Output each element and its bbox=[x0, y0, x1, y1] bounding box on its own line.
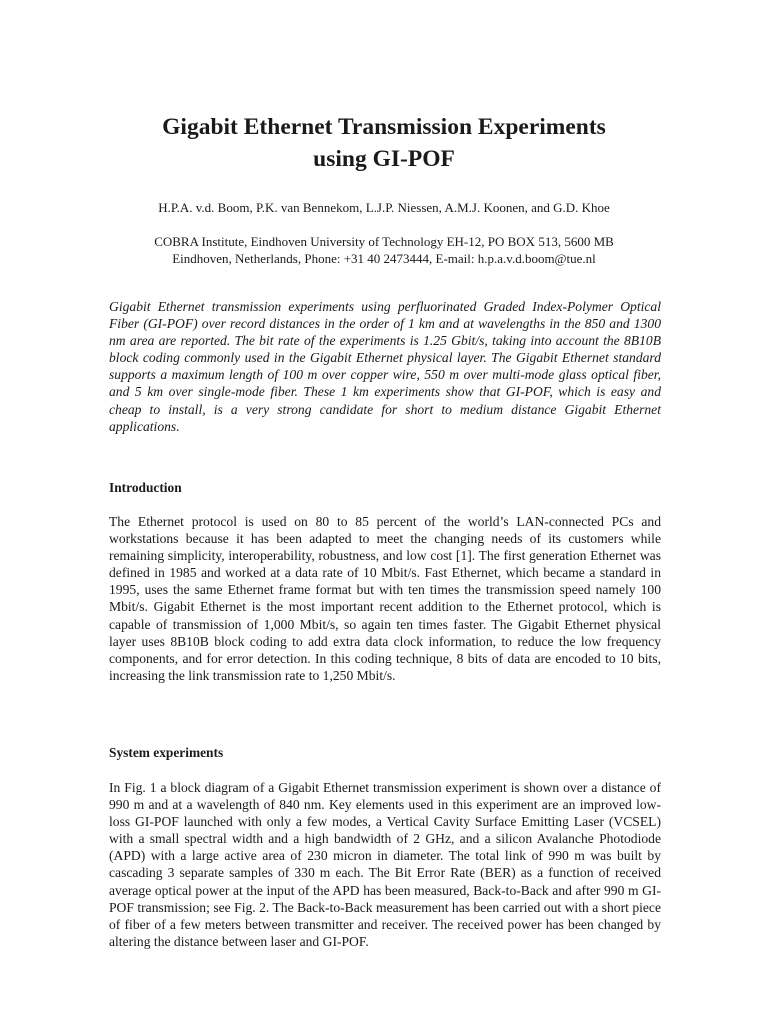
paper-title bbox=[60, 111, 708, 175]
affiliation bbox=[60, 233, 708, 267]
title-line-1: Gigabit Ethernet Transmission Experiments bbox=[162, 114, 606, 140]
section-heading-introduction: Introduction bbox=[109, 480, 182, 495]
affiliation-line-2: Eindhoven, Netherlands, Phone: +31 40 2473444, E-mail: h.p.a.v.d.boom@tue.nl bbox=[172, 251, 596, 266]
system-experiments-paragraph: In Fig. 1 a block diagram of a Gigabit Ethernet transmission experiment is shown over a distance of 990 m and at a wavelength of 840 nm. Key elements used in this experiment are an improved low-loss GI-POF launched with only a few modes, a Vertical Cavity Surface Emitting Laser (VCSEL) with a small spectral width and a high bandwidth of 2 GHz, and a silicon Avalanche Photodiode (APD) with a large active area of 230 micron in diameter. The total link of 990 m was built by cascading 3 separate samples of 330 m each. The Bit Error Rate (BER) as a function of received average optical power at the input of the APD has been measured, Back-to-Back and after 990 m GI-POF transmission; see Fig. 2. The Back-to-Back measurement has been carried out with a short piece of fiber of a few meters between transmitter and receiver. The received power has been changed by altering the distance between laser and GI-POF. bbox=[109, 780, 661, 949]
abstract: Gigabit Ethernet transmission experiments using perfluorinated Graded Index-Polymer Optical Fiber (GI-POF) over record distances in the order of 1 km and at wavelengths in the 850 and 1300 nm area are reported. The bit rate of the experiments is 1.25 Gbit/s, taking into account the 8B10B block coding commonly used in the Gigabit Ethernet physical layer. The Gigabit Ethernet standard supports a maximum length of 100 m over copper wire, 550 m over multi-mode glass optical fiber, and 5 km over single-mode fiber. These 1 km experiments show that GI-POF, which is easy and cheap to install, is a very strong candidate for short to medium distance Gigabit Ethernet applications. bbox=[109, 299, 661, 434]
section-heading-system-experiments: System experiments bbox=[109, 745, 224, 760]
affiliation-line-1: COBRA Institute, Eindhoven University of Technology EH-12, PO BOX 513, 5600 MB bbox=[154, 234, 614, 249]
title-line-2: using GI-POF bbox=[313, 146, 455, 172]
introduction-paragraph: The Ethernet protocol is used on 80 to 85 percent of the world’s LAN-connected PCs and workstations because it has been adapted to meet the changing needs of its customers while remaining simplicity, interoperability, robustness, and low cost [1]. The first generation Ethernet was defined in 1985 and worked at a data rate of 10 Mbit/s. Fast Ethernet, which became a standard in 1995, uses the same Ethernet frame format but with ten times the transmission speed namely 100 Mbit/s. Gigabit Ethernet is the most important recent addition to the Ethernet protocol, which is capable of transmission of 1,000 Mbit/s, so again ten times faster. The Gigabit Ethernet physical layer uses 8B10B block coding to add extra data clock information, to reduce the low frequency components, and for error detection. In this coding technique, 8 bits of data are encoded to 10 bits, increasing the link transmission rate to 1,250 Mbit/s. bbox=[109, 514, 661, 683]
author-list: H.P.A. v.d. Boom, P.K. van Bennekom, L.J.P. Niessen, A.M.J. Koonen, and G.D. Khoe bbox=[158, 200, 610, 215]
